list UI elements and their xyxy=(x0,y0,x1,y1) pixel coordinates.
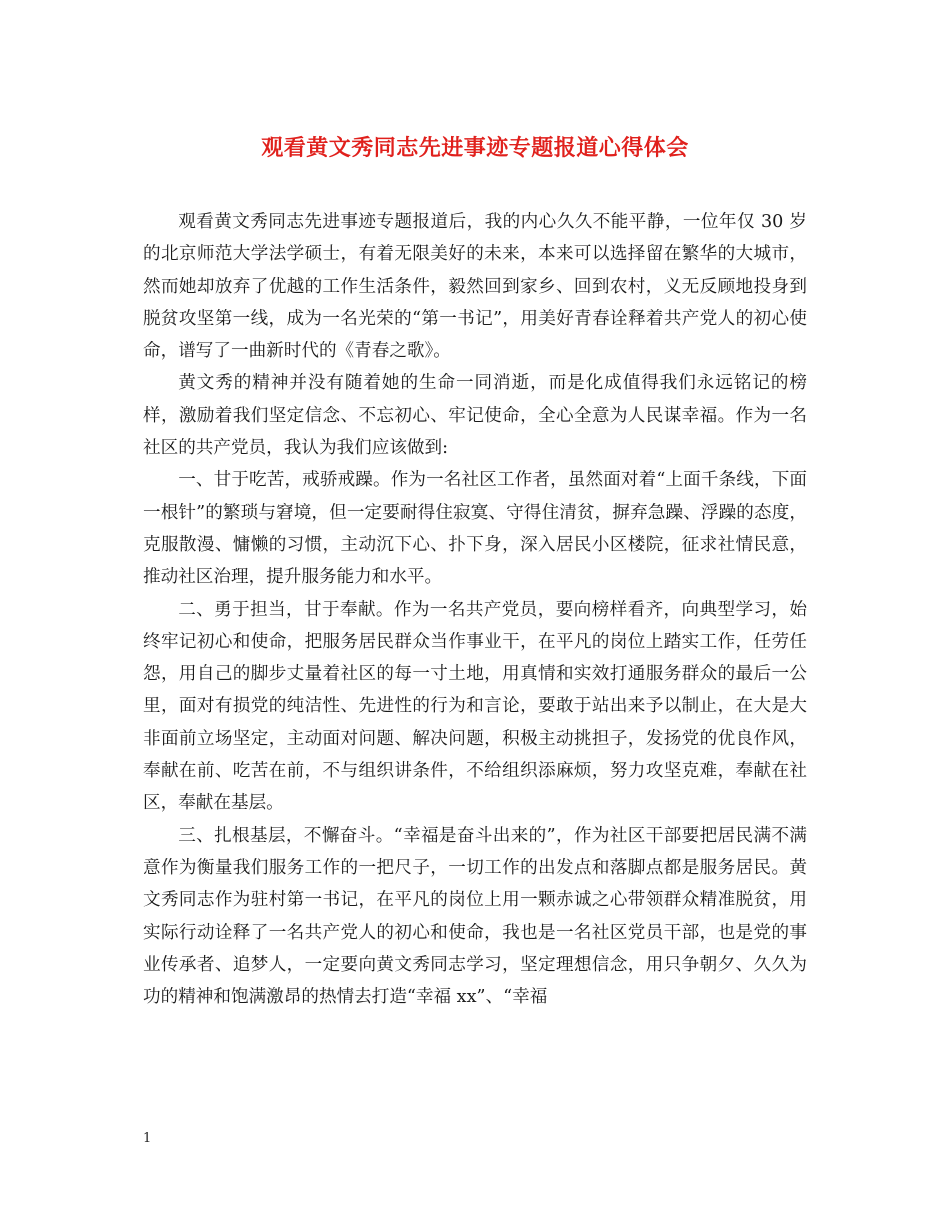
paragraph-point-two: 二、勇于担当，甘于奉献。作为一名共产党员，要向榜样看齐，向典型学习，始终牢记初心和使命，把服务居民群众当作事业干，在平凡的岗位上踏实工作，任劳任怨，用自己的脚步丈量着社区的每一寸土地，用真情和实效打通服务群众的最后一公里，面对有损党的纯洁性、先进性的行为和言论，要敢于站出来予以制止，在大是大非面前立场坚定，主动面对问题、解决问题，积极主动挑担子，发扬党的优良作风，奉献在前、吃苦在前，不与组织讲条件，不给组织添麻烦，努力攻坚克难，奉献在社区，奉献在基层。 xyxy=(143,599,807,814)
document-body xyxy=(143,206,807,1013)
paragraph-spirit: 黄文秀的精神并没有随着她的生命一同消逝，而是化成值得我们永远铭记的榜样，激励着我们坚定信念、不忘初心、牢记使命，全心全意为人民谋幸福。作为一名社区的共产党员，我认为我们应该做到: xyxy=(143,373,807,459)
paragraph-point-one: 一、甘于吃苦，戒骄戒躁。作为一名社区工作者，虽然面对着“上面千条线，下面一根针”的繁琐与窘境，但一定要耐得住寂寞、守得住清贫，摒弃急躁、浮躁的态度，克服散漫、慵懒的习惯，主动沉下心、扑下身，深入居民小区楼院，征求社情民意，推动社区治理，提升服务能力和水平。 xyxy=(143,470,807,588)
page-number: 1 xyxy=(143,1131,152,1146)
paragraph-point-three: 三、扎根基层，不懈奋斗。“幸福是奋斗出来的”，作为社区干部要把居民满不满意作为衡量我们服务工作的一把尺子，一切工作的出发点和落脚点都是服务居民。黄文秀同志作为驻村第一书记，在平凡的岗位上用一颗赤诚之心带领群众精准脱贫，用实际行动诠释了一名共产党人的初心和使命，我也是一名社区党员干部，也是党的事业传承者、追梦人，一定要向黄文秀同志学习，坚定理想信念，用只争朝夕、久久为功的精神和饱满激昂的热情去打造“幸福 xx”、“幸福 xyxy=(143,825,807,1008)
document-title: 观看黄文秀同志先进事迹专题报道心得体会 xyxy=(261,135,689,161)
paragraph-intro: 观看黄文秀同志先进事迹专题报道后，我的内心久久不能平静，一位年仅 30 岁的北京师范大学法学硕士，有着无限美好的未来，本来可以选择留在繁华的大城市，然而她却放弃了优越的工作生活条件，毅然回到家乡、回到农村，义无反顾地投身到脱贫攻坚第一线，成为一名光荣的“第一书记”，用美好青春诠释着共产党人的初心使命，谱写了一曲新时代的《青春之歌》。 xyxy=(143,212,807,362)
